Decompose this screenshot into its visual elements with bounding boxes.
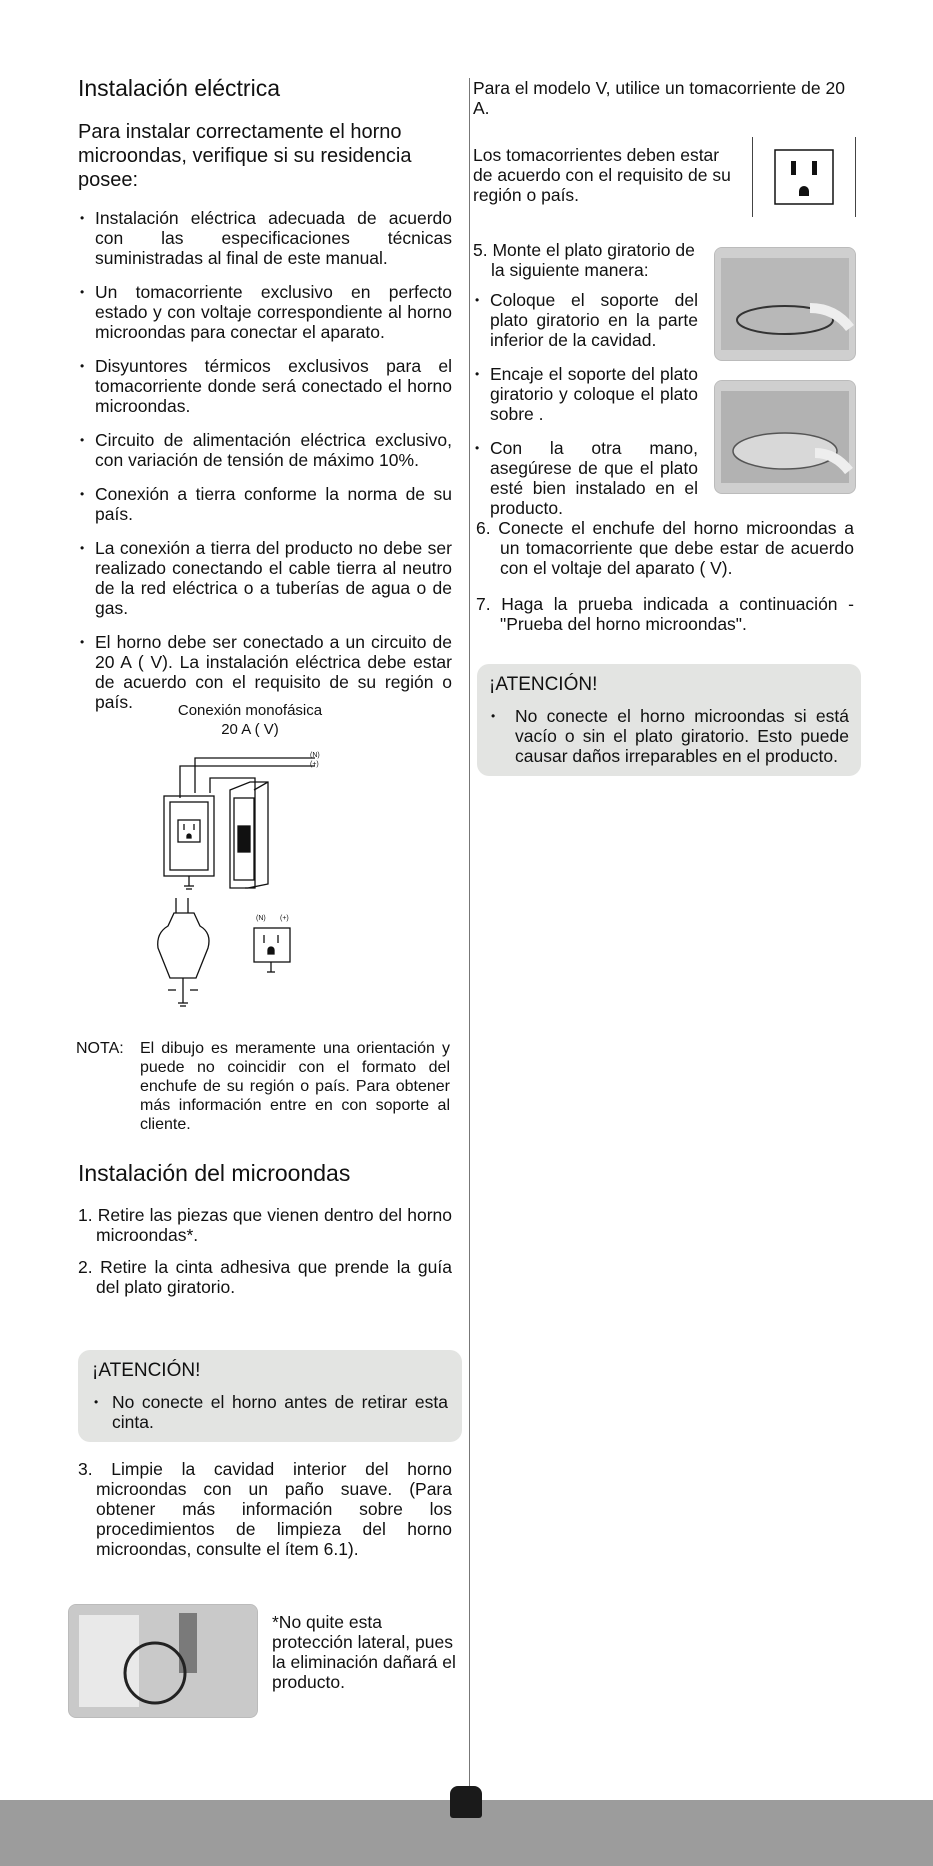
list-item: • Disyuntores térmicos exclusivos para el tomacorriente donde será conectado el horno microondas. (78, 356, 452, 416)
column-divider (469, 78, 470, 1788)
outlet-text: Los tomacorrientes deben estar de acuerdo con el requisito de su región o país. (473, 145, 731, 205)
outlet-icon (774, 149, 834, 205)
list-item: 6. Conecte el enchufe del horno microondas a un tomacorriente que debe estar de acuerdo con el voltaje del aparato ( V). (476, 518, 854, 578)
turntable-support-photo (714, 247, 856, 361)
steps-list-right (476, 518, 854, 634)
list-item: 2. Retire la cinta adhesiva que prende la guía del plato giratorio. (78, 1257, 452, 1297)
step-3 (78, 1459, 452, 1571)
intro-text: Para instalar correctamente el horno microondas, verifique si su residencia posee: (78, 121, 412, 191)
photo-drawing (715, 381, 855, 493)
step-5 (473, 240, 698, 518)
attention-callout (78, 1350, 462, 1442)
microwave-installation-section (78, 1160, 452, 1309)
attention-title: ¡ATENCIÓN! (92, 1360, 201, 1381)
list-item: • Conexión a tierra conforme la norma de su país. (78, 484, 452, 524)
list-item: • El horno debe ser conectado a un circuito de 20 A ( V). La instalación eléctrica debe estar de acuerdo con el requisito de su región o país. (78, 632, 452, 712)
photo-caption: *No quite esta protección lateral, pues la eliminación dañará el producto. (272, 1612, 456, 1692)
steps-6-7 (476, 518, 854, 646)
steps-list (78, 1205, 452, 1297)
list-item: 3. Limpie la cavidad interior del horno microondas con un paño suave. (Para obtener más información sobre los procedimientos de limpieza del horno microondas, consulte el ítem 6.1). (78, 1459, 452, 1559)
label-neutral: (N) (310, 752, 320, 759)
diagram-subtitle: 20 A ( V) (221, 721, 279, 738)
note-label: NOTA: (76, 1040, 124, 1057)
heading-electrical-installation: Instalación eléctrica (78, 75, 280, 101)
attention-list (92, 1392, 448, 1432)
list-item: • Circuito de alimentación eléctrica exclusivo, con variación de tensión de máximo 10%. (78, 430, 452, 470)
list-item: • La conexión a tierra del producto no debe ser realizado conectando el cable tierra al neutro de la red eléctrica o a tuberías de agua o de gas. (78, 538, 452, 618)
list-item: • Un tomacorriente exclusivo en perfecto estado y con voltaje correspondiente al horno microondas para conectar el aparato. (78, 282, 452, 342)
model-outlet-requirement: Para el modelo V, utilice un tomacorriente de 20 A. (473, 78, 845, 118)
requirements-list (78, 208, 452, 712)
heading-microwave-installation: Instalación del microondas (78, 1160, 351, 1186)
list-item: • Instalación eléctrica adecuada de acuerdo con las especificaciones técnicas suministradas al final de este manual. (78, 208, 452, 268)
attention-text: • No conecte el horno antes de retirar esta cinta. (92, 1392, 448, 1432)
label-neutral: (N) (256, 915, 266, 922)
diagram-title: Conexión monofásica (177, 702, 323, 719)
list-item: • Encaje el soporte del plato giratorio y coloque el plato sobre . (473, 364, 698, 424)
list-item: • Coloque el soporte del plato giratorio en la parte inferior de la cavidad. (473, 290, 698, 350)
outlet-figure (752, 137, 856, 217)
attention-list (489, 706, 849, 766)
attention-callout (477, 664, 861, 776)
wiring-drawing (150, 738, 380, 1023)
turntable-plate-photo (714, 380, 856, 494)
page-number-tab (450, 1786, 482, 1818)
note-text: El dibujo es meramente una orientación y puede no coincidir con el formato del enchufe de su región o país. Para obtener más información entre en con soporte al cliente. (140, 1040, 450, 1133)
label-positive: (+) (280, 915, 289, 922)
steps-list-continued (78, 1459, 452, 1559)
list-item: 7. Haga la prueba indicada a continuación - "Prueba del horno microondas". (476, 594, 854, 634)
photo-drawing (69, 1605, 257, 1717)
turntable-steps (473, 290, 698, 518)
photo-drawing (715, 248, 855, 360)
attention-title: ¡ATENCIÓN! (489, 674, 598, 695)
step-5-text: 5. Monte el plato giratorio de la siguiente manera: (473, 240, 695, 280)
list-item: • Con la otra mano, asegúrese de que el plato esté bien instalado en el producto. (473, 438, 698, 518)
microwave-side-protection-photo (68, 1604, 258, 1718)
attention-text: • No conecte el horno microondas si está vacío o sin el plato giratorio. Esto puede causar daños irreparables en el producto. (489, 706, 849, 766)
label-positive: (+) (310, 761, 319, 768)
left-column (78, 75, 452, 726)
list-item: 1. Retire las piezas que vienen dentro del horno microondas*. (78, 1205, 452, 1245)
wiring-diagram (150, 702, 380, 1022)
